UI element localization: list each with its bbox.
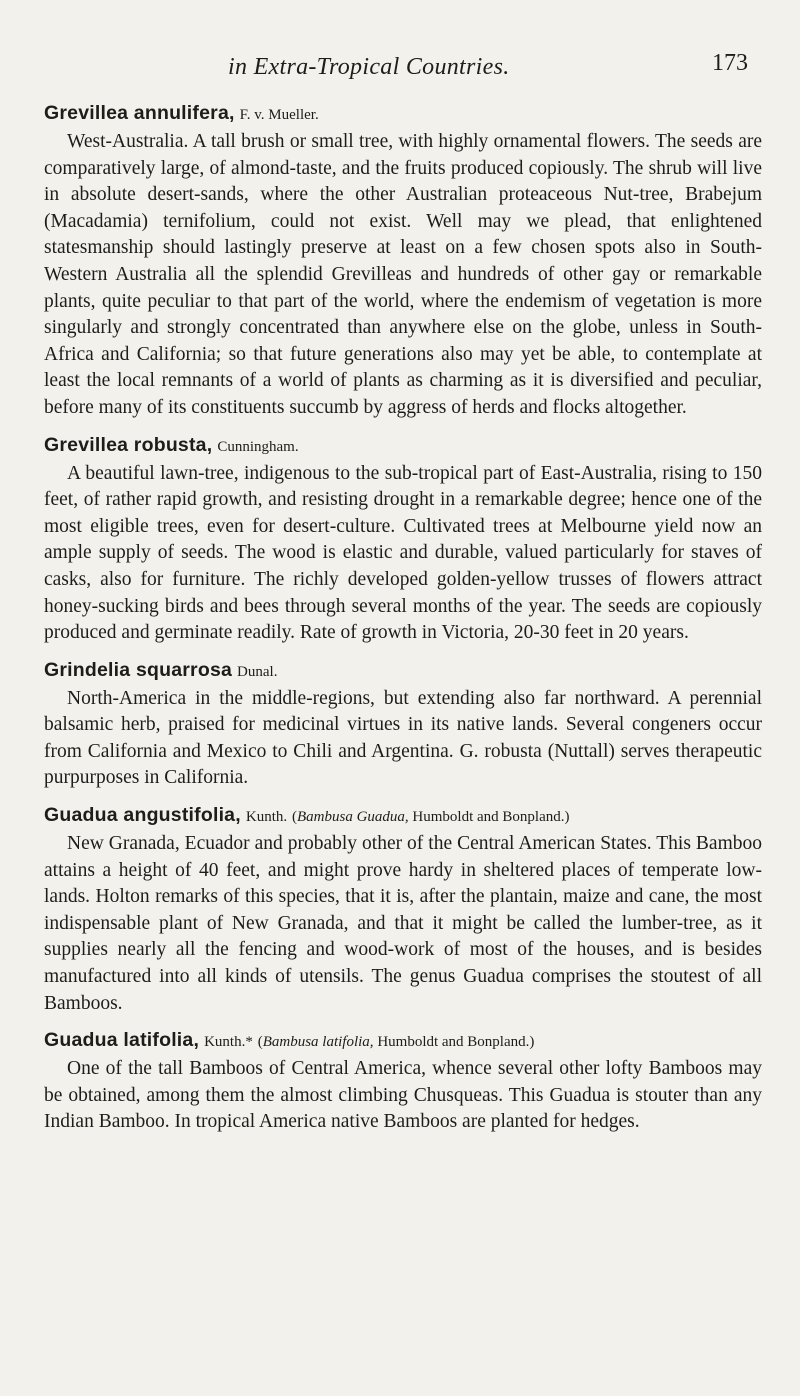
species-name: Guadua latifolia, — [44, 1029, 200, 1052]
synonym-authority: Humboldt and Bonpland.) — [373, 1034, 535, 1051]
entry-title — [44, 657, 762, 686]
synonym-name: Bambusa Guadua, — [296, 809, 409, 826]
entry-grevillea-robusta — [44, 432, 762, 647]
species-authority: Kunth.* — [204, 1034, 253, 1051]
entry-text: New Granada, Ecuador and probably other of the Central American States. This Bamboo attains a height of 40 feet, and might prove hardy in sheltered places of temperate low-lands. Holton remarks of this species, that it is, after the plantain, maize and cane, the most indispensable plant of New Granada, and that it might be called the lumber-tree, as it supplies nearly all the fencing and wood-work of most of the houses, and is besides manufactured into all kinds of utensils. The genus Guadua comprises the stoutest of all Bamboos. — [44, 833, 762, 1014]
entry-text: One of the tall Bamboos of Central America, whence several other lofty Bamboos may be obtained, among them the almost climbing Chusqueas. This Guadua is stouter than any Indian Bamboo. In tropical America native Bamboos are planted for hedges. — [44, 1058, 762, 1133]
entry-text: West-Australia. A tall brush or small tree, with highly ornamental flowers. The seeds are comparatively large, of almond-taste, and the fruits produced copiously. The shrub will live in absolute desert-sands, where the other Australian proteaceous Nut-tree, Brabejum (Macadamia) ternifolium, could not exist. Well may we plead, that enlightened statesmanship should lastingly preserve at least on a few chosen spots also in South-Western Australia all the splendid Grevilleas and hundreds of other gay or remarkable plants, quite peculiar to that part of the world, where the endemism of vegetation is more singularly and strongly concentrated than anywhere else on the globe, unless in South-Africa and California; so that future generations also may yet be able, to contemplate at least the local remnants of a world of plants as charming as it is diversified and peculiar, before many of its constituents succumb by aggress of herds and flocks altogether. — [44, 131, 762, 418]
page-body — [44, 100, 762, 1146]
species-name: Grindelia squarrosa — [44, 658, 233, 681]
species-name: Guadua angustifolia, — [44, 804, 241, 827]
species-authority: Kunth. — [245, 809, 288, 826]
species-authority: Dunal. — [237, 663, 278, 680]
entry-title — [44, 100, 762, 129]
synonym-open: ( — [291, 809, 297, 826]
species-authority: F. v. Mueller. — [239, 107, 319, 123]
entry-text: North-America in the middle-regions, but extending also far northward. A perennial balsamic herb, praised for medicinal virtues in its native lands. Several congeners occur from California and Mexico to Chili and Argentina. G. robusta (Nuttall) serves therapeutic purpurposes in California. — [44, 687, 762, 789]
entry-title — [44, 802, 762, 831]
entry-guadua-latifolia — [44, 1027, 762, 1136]
synonym-open: ( — [257, 1034, 263, 1051]
synonym-name: Bambusa latifolia, — [262, 1034, 374, 1051]
page-number: 173 — [712, 50, 748, 76]
entry-guadua-angustifolia — [44, 802, 762, 1017]
entry-grevillea-annulifera — [44, 100, 762, 422]
synonym-authority: Humboldt and Bonpland.) — [408, 809, 570, 826]
species-name: Grevillea robusta, — [44, 433, 213, 456]
entry-grindelia-squarrosa — [44, 657, 762, 792]
entry-title — [44, 432, 762, 461]
species-authority: Cunningham. — [217, 438, 299, 455]
entry-text: A beautiful lawn-tree, indigenous to the sub-tropical part of East-Australia, rising to 150 feet, of rather rapid growth, and resisting drought in a remarkable degree; hence one of the most eligible trees, even for desert-culture. Cultivated trees at Melbourne yield now an ample supply of seeds. The wood is elastic and durable, valued particularly for staves of casks, also for furniture. The richly developed golden-yellow trusses of flowers attract honey-sucking birds and bees through several months of the year. The seeds are copiously produced and germinate readily. Rate of growth in Victoria, 20-30 feet in 20 years. — [44, 462, 762, 644]
entry-title — [44, 1027, 762, 1056]
running-head: in Extra-Tropical Countries. — [228, 54, 510, 80]
species-name: Grevillea annulifera, — [44, 102, 235, 124]
synonym — [258, 1034, 535, 1050]
synonym — [292, 809, 570, 825]
